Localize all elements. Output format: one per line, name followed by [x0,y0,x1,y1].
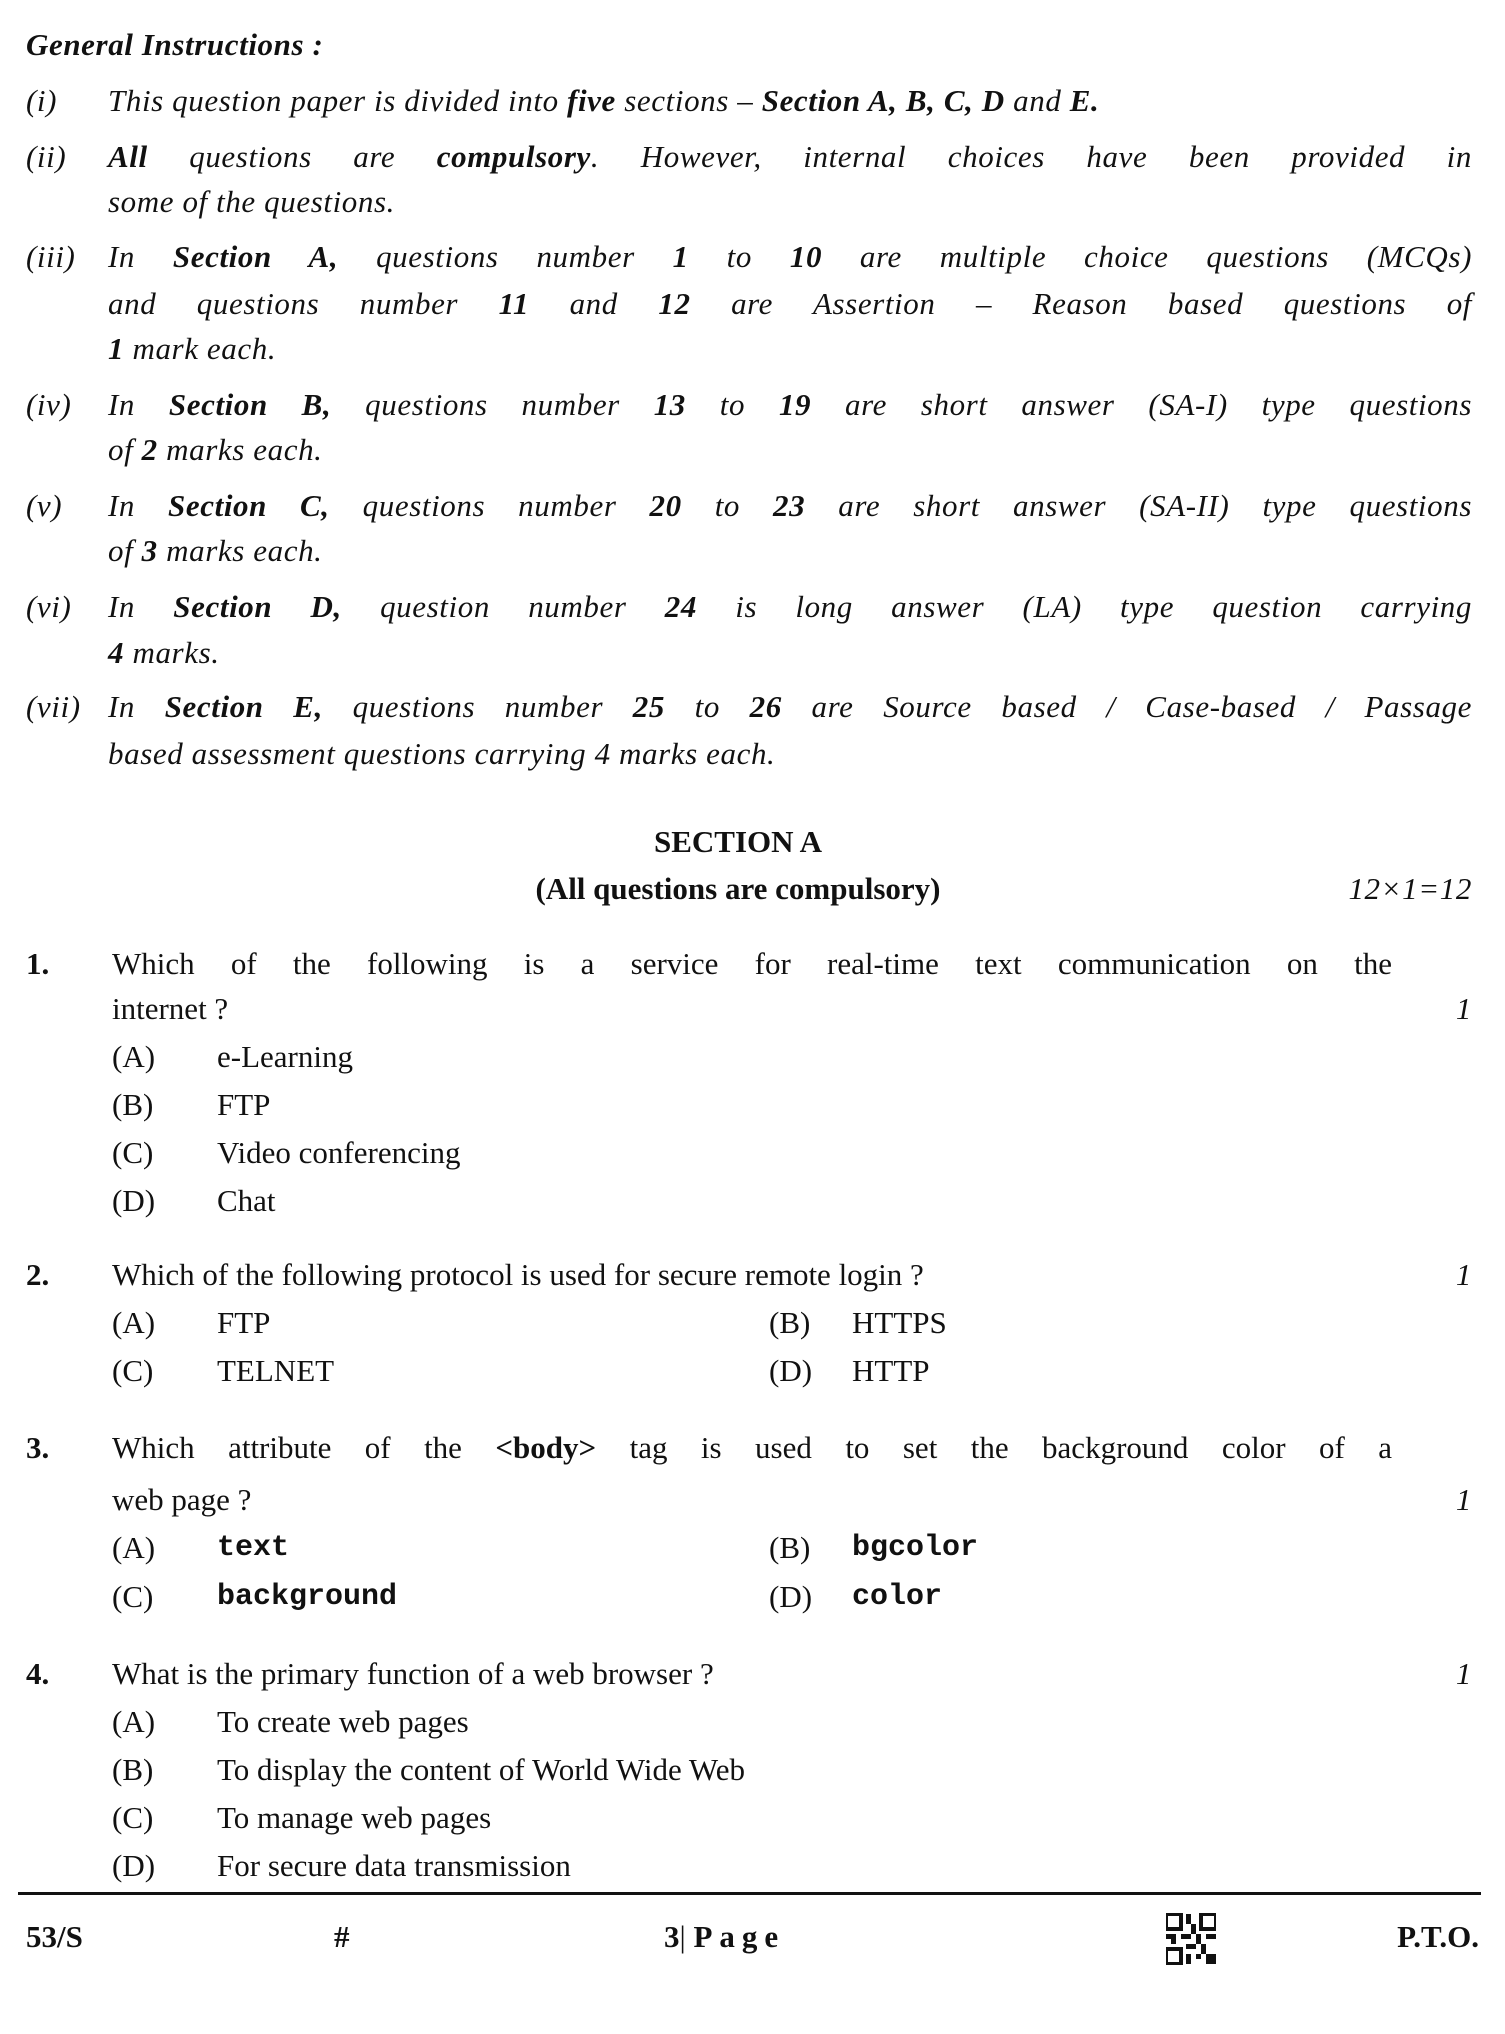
option-text: FTP [217,1305,271,1340]
page-number: 3 [664,1919,680,1954]
question-text [112,944,1392,984]
option-label: (B) [112,1752,154,1787]
instruction-line [108,237,1472,277]
bold-text: All [108,139,148,174]
option-text: To manage web pages [217,1800,492,1835]
text-segment: marks. [124,635,220,670]
bold-text: 1 [108,331,125,366]
bold-text: 11 [498,286,530,321]
text-segment: In [108,589,174,624]
text-segment: In [108,488,169,523]
instruction-line [108,385,1472,425]
text-segment: to [665,689,750,724]
text-segment: marks each. [157,432,323,467]
text-segment: What is the primary function of a web browser ? [112,1656,714,1691]
bold-text: Section B, [168,387,332,422]
question-text [112,1654,714,1694]
instruction-line [108,687,1472,727]
bold-text: 10 [789,239,823,274]
instruction-label: (i) [26,83,58,118]
text-segment: questions number [322,689,633,724]
question-marks: 1 [1455,1257,1472,1292]
bold-text: 13 [653,387,686,422]
text-segment: are short answer (SA-II) type questions [805,488,1473,523]
instruction-line [108,633,220,673]
bold-text: <body> [495,1430,597,1465]
bold-text: 4 [108,635,125,670]
instruction-label: (vii) [26,689,81,724]
text-segment: In [108,689,165,724]
footer-page: 3| Page [664,1919,786,1954]
instruction-line [108,430,323,470]
question-text [112,989,228,1029]
option-label: (A) [112,1039,156,1074]
page-label: Page [693,1919,786,1954]
text-segment: are short answer (SA-I) type questions [811,387,1473,422]
instruction-label: (iv) [26,387,72,422]
text-segment: are multiple choice questions (MCQs) [822,239,1473,274]
option-text: e-Learning [217,1039,353,1074]
bold-text: 19 [778,387,812,422]
text-segment: internet ? [112,991,229,1026]
option-text: To create web pages [217,1704,469,1739]
instruction-label: (ii) [26,139,67,174]
text-segment: and [529,286,659,321]
option-text: color [852,1580,943,1614]
text-segment: Which of the following is a service for real-time text communication on the [112,946,1392,981]
bold-text: 20 [649,488,682,523]
section-marks: 12×1=12 [1348,871,1472,906]
instructions-title: General Instructions : [26,27,324,62]
option-label: (A) [112,1305,156,1340]
option-label: (B) [769,1530,811,1565]
option-label: (A) [112,1530,156,1565]
text-segment: to [681,488,774,523]
question-text [112,1255,924,1295]
instruction-line [108,284,1472,324]
text-segment: questions number [331,387,654,422]
question-number: 2. [26,1257,50,1292]
text-segment: are Source based / Case-based / Passage [781,689,1473,724]
text-segment: In [108,239,173,274]
option-text: bgcolor [852,1531,979,1565]
bold-text: Section A, B, C, D [761,83,1005,118]
bold-text: 23 [773,488,806,523]
question-marks: 1 [1455,991,1472,1026]
text-segment: web page ? [112,1482,252,1517]
option-text: HTTPS [852,1305,947,1340]
option-label: (C) [112,1135,154,1170]
bold-text: 2 [141,432,158,467]
text-segment: based assessment questions carrying 4 marks each. [108,736,776,771]
bold-text: Section C, [168,488,330,523]
option-label: (B) [769,1305,811,1340]
footer-divider [18,1892,1481,1895]
option-label: (C) [112,1353,154,1388]
instruction-line [108,182,395,222]
footer-pto: P.T.O. [1397,1919,1479,1954]
option-text: background [217,1580,398,1614]
bold-text: compulsory [436,139,591,174]
option-text: TELNET [217,1353,335,1388]
option-text: text [217,1531,290,1565]
option-label: (C) [112,1579,154,1614]
text-segment: to [685,387,779,422]
instruction-line [108,734,775,774]
footer-hash: # [334,1919,350,1954]
instruction-label: (v) [26,488,63,523]
section-title: SECTION A [654,824,822,859]
text-segment: mark each. [124,331,277,366]
text-segment: questions are [147,139,437,174]
section-subtitle: (All questions are compulsory) [535,871,941,906]
instruction-line [108,81,1099,121]
instruction-line [108,329,276,369]
text-segment: and questions number [108,286,499,321]
text-segment: Which attribute of the [112,1430,496,1465]
question-marks: 1 [1455,1656,1472,1691]
text-segment: are Assertion – Reason based questions of [690,286,1473,321]
option-text: Video conferencing [217,1135,461,1170]
text-segment: questions number [338,239,673,274]
question-text [112,1428,1392,1468]
instruction-line [108,587,1472,627]
option-label: (C) [112,1800,154,1835]
option-label: (D) [112,1848,156,1883]
option-label: (D) [112,1183,156,1218]
instruction-label: (iii) [26,239,76,274]
text-segment: of [108,432,142,467]
text-segment: question number [341,589,665,624]
text-segment: In [108,387,169,422]
text-segment: and [1004,83,1070,118]
option-label: (D) [769,1353,813,1388]
qr-code-icon [1166,1913,1216,1965]
footer-code: 53/S [26,1919,83,1954]
option-text: To display the content of World Wide Web [217,1752,745,1787]
text-segment: sections – [615,83,762,118]
bold-text: five [567,83,616,118]
option-text: HTTP [852,1353,930,1388]
question-marks: 1 [1455,1482,1472,1517]
option-text: FTP [217,1087,271,1122]
question-number: 4. [26,1656,50,1691]
instruction-line [108,531,323,571]
bold-text: Section A, [172,239,339,274]
question-text [112,1480,251,1520]
bold-text: 12 [658,286,691,321]
question-number: 3. [26,1430,50,1465]
instruction-line [108,486,1472,526]
bold-text: 1 [672,239,689,274]
option-label: (B) [112,1087,154,1122]
bold-text: 26 [749,689,782,724]
text-segment: of [108,533,142,568]
text-segment: some of the questions. [108,184,396,219]
question-number: 1. [26,946,50,981]
instruction-line [108,137,1472,177]
bold-text: Section E, [164,689,323,724]
text-segment: to [688,239,790,274]
bold-text: Section D, [173,589,342,624]
bold-text: 24 [664,589,697,624]
text-segment: marks each. [157,533,323,568]
option-label: (A) [112,1704,156,1739]
text-segment: is long answer (LA) type question carrying [696,589,1472,624]
option-text: Chat [217,1183,276,1218]
text-segment: This question paper is divided into [108,83,568,118]
text-segment: questions number [329,488,650,523]
bold-text: E. [1069,83,1100,118]
bold-text: 3 [141,533,158,568]
bold-text: 25 [632,689,665,724]
option-text: For secure data transmission [217,1848,571,1883]
instruction-label: (vi) [26,589,72,624]
text-segment: . However, internal choices have been provided in [590,139,1472,174]
text-segment: Which of the following protocol is used for secure remote login ? [112,1257,924,1292]
text-segment: tag is used to set the background color of a [596,1430,1392,1465]
option-label: (D) [769,1579,813,1614]
